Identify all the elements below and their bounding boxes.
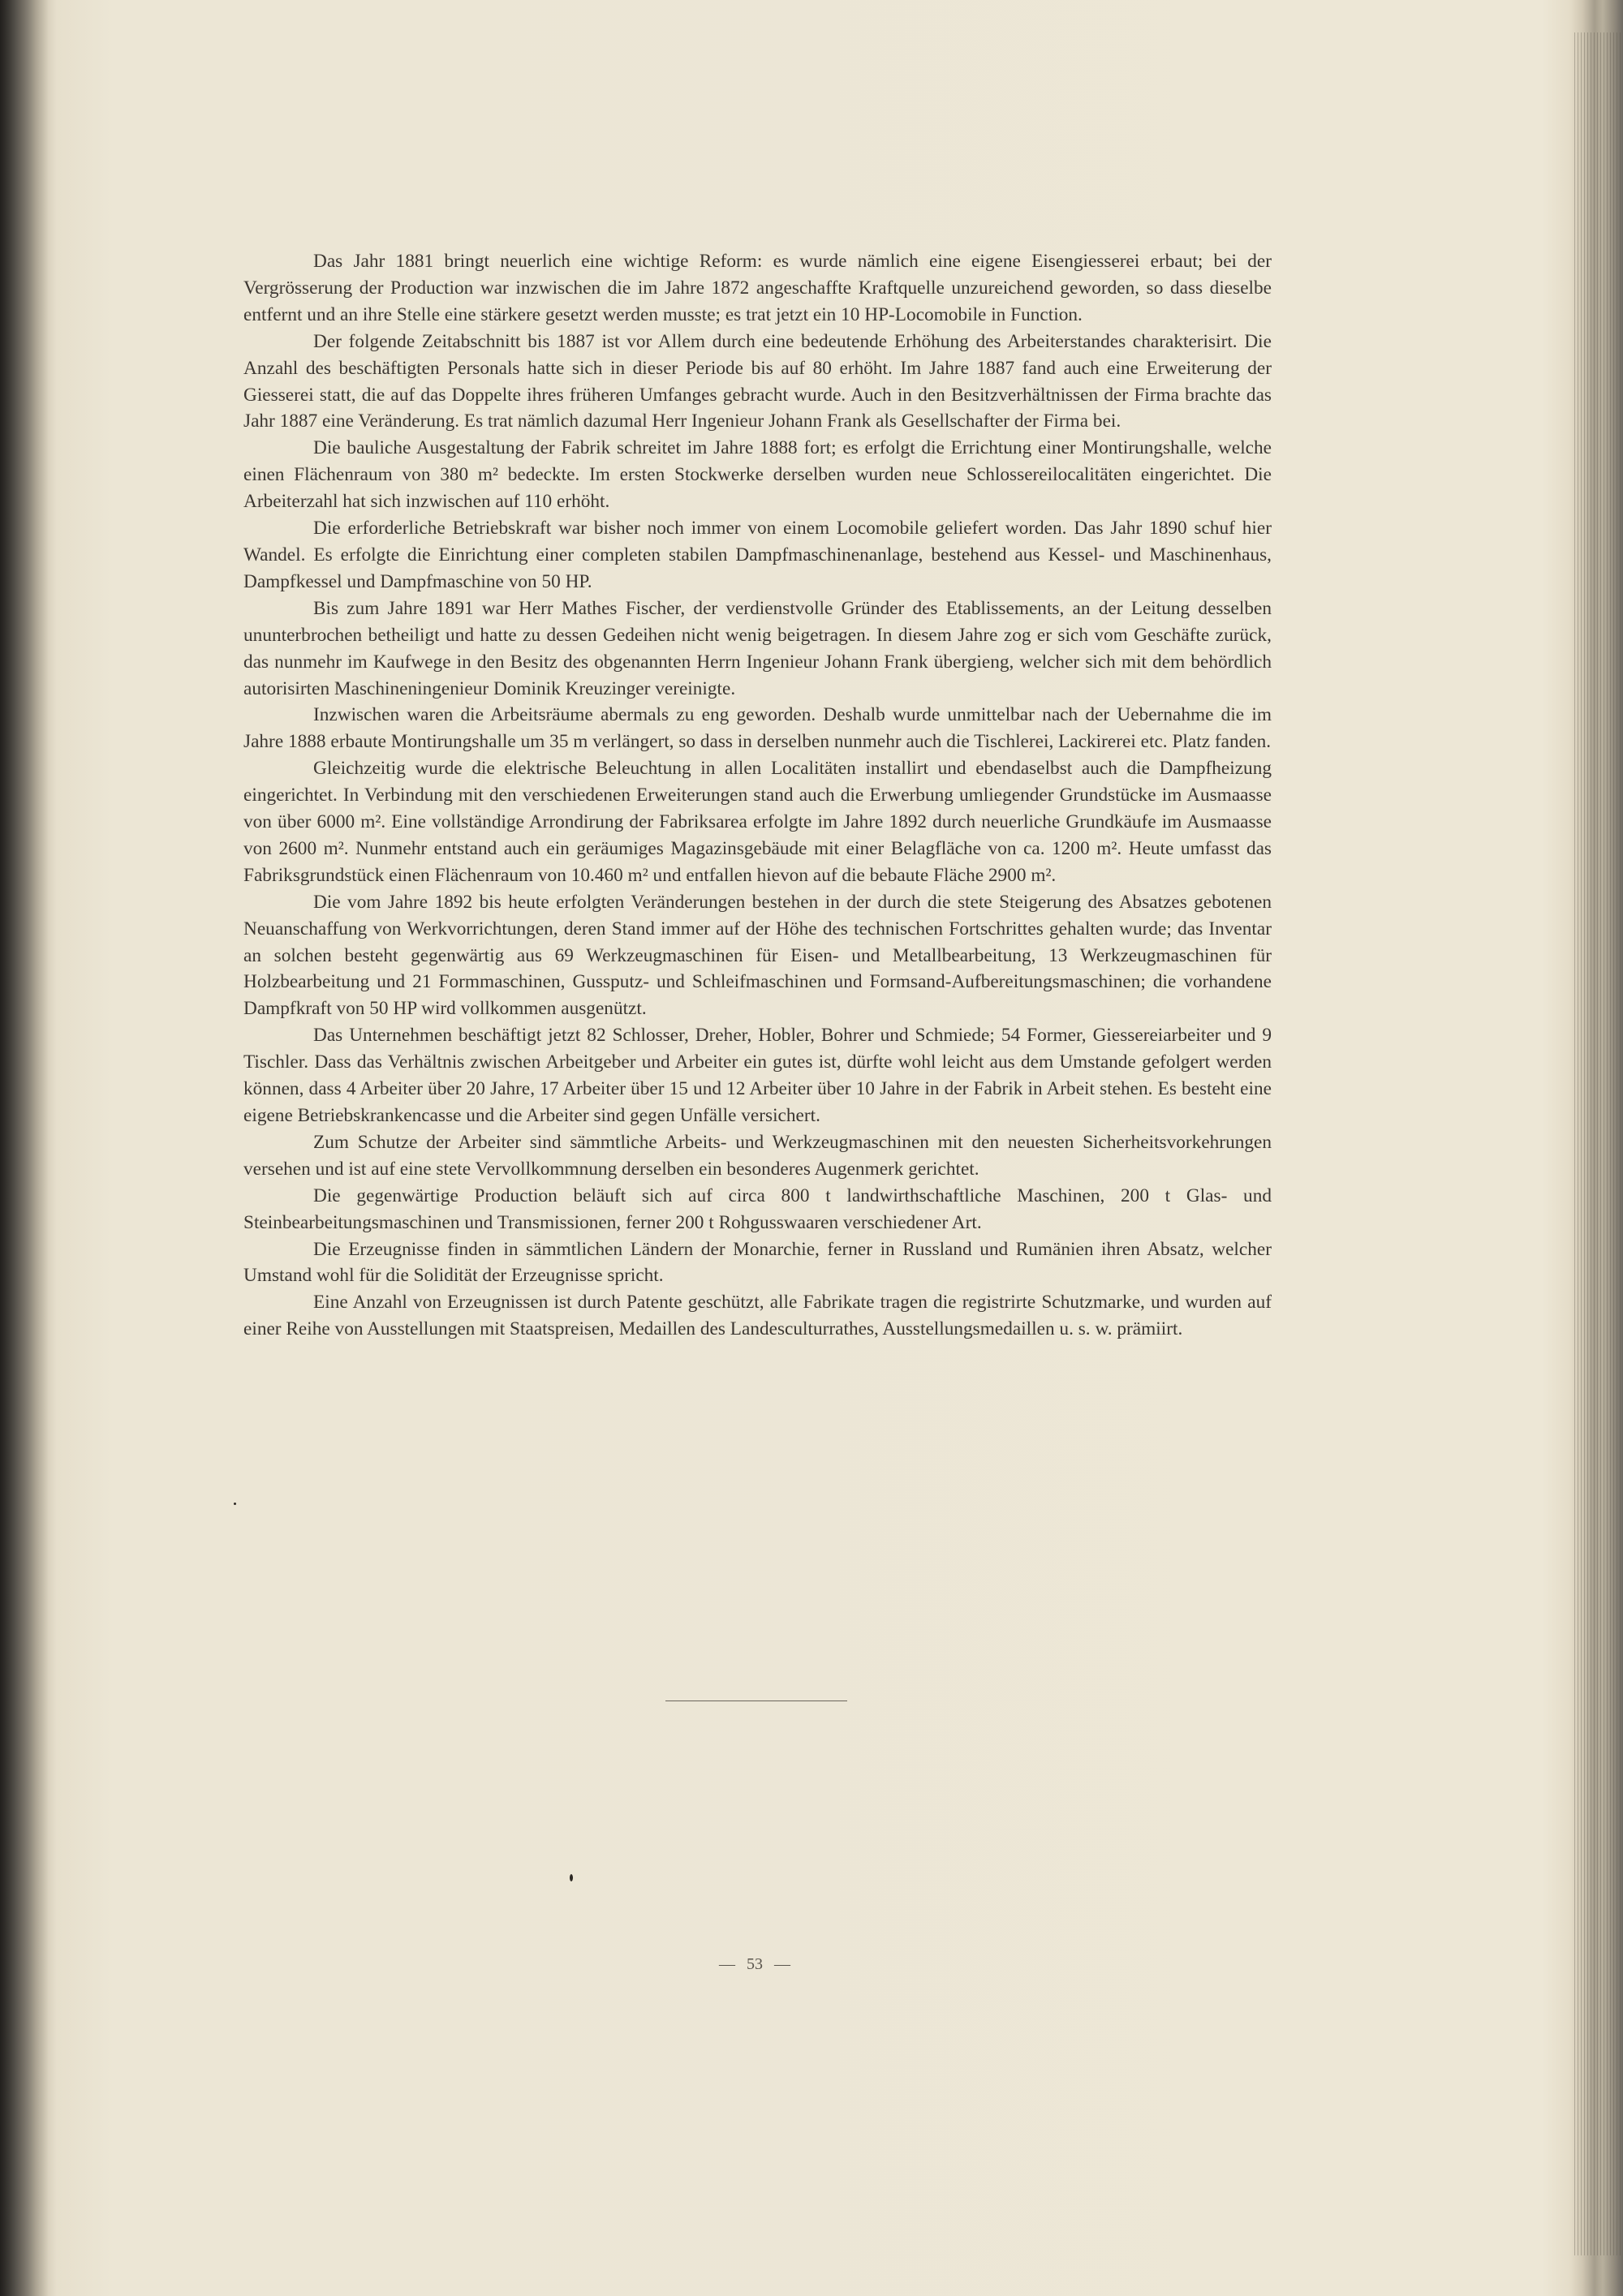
body-text — [243, 248, 1272, 1343]
paragraph: Zum Schutze der Arbeiter sind sämmtliche Arbeits- und Werkzeugmaschinen mit den neuesten Sicherheitsvorkehrungen versehen und ist auf eine stete Vervollkommnung derselben ein besonderes Augenmerk gerichtet. — [243, 1131, 1272, 1180]
ink-speck — [234, 1503, 236, 1505]
paragraph: Eine Anzahl von Erzeugnissen ist durch Patente geschützt, alle Fabrikate tragen die registrirte Schutzmarke, und wurden auf einer Reihe von Ausstellungen mit Staatspreisen, Medaillen des Landesculturrathes, Ausstellungsmedaillen u. s. w. prämiirt. — [243, 1292, 1272, 1340]
paragraph: Die erforderliche Betriebskraft war bisher noch immer von einem Locomobile geliefert worden. Das Jahr 1890 schuf hier Wandel. Es erfolgte die Einrichtung einer completen stabilen Dampfmaschinenanlage, bestehend aus Kessel- und Maschinenhaus, Dampfkessel und Dampfmaschine von 50 HP. — [243, 518, 1272, 592]
paragraph: Das Jahr 1881 bringt neuerlich eine wichtige Reform: es wurde nämlich eine eigene Eisengiesserei erbaut; bei der Vergrösserung der Production war inzwischen die im Jahre 1872 angeschaffte Kraftquelle unzureichend geworden, so dass dieselbe entfernt und an ihre Stelle eine stärkere gesetzt werden musste; es trat jetzt ein 10 HP-Locomobile in Function. — [243, 251, 1272, 325]
page-number-dash-right: — — [774, 1955, 790, 1973]
page-edge-stack — [1574, 32, 1623, 2255]
paragraph: Inzwischen waren die Arbeitsräume abermals zu eng geworden. Deshalb wurde unmittelbar nach der Uebernahme die im Jahre 1888 erbaute Montirungshalle um 35 m verlängert, so dass in derselben nunmehr auch die Tischlerei, Lackirerei etc. Platz fanden. — [243, 704, 1272, 753]
paragraph: Gleichzeitig wurde die elektrische Beleuchtung in allen Localitäten installirt und ebendaselbst auch die Dampfheizung eingerichtet. In Verbindung mit den verschiedenen Erweiterungen stand auch die Erwerbung umliegender Grundstücke im Ausmaasse von über 6000 m². Eine vollständige Arrondirung der Fabriksarea erfolgte im Jahre 1892 durch neuerliche Grundkäufe im Ausmaasse von 2600 m². Nunmehr entstand auch ein geräumiges Magazinsgebäude mit einer Belagfläche von ca. 1200 m². Heute umfasst das Fabriksgrundstück einen Flächenraum von 10.460 m² und entfallen hievon auf die bebaute Fläche 2900 m². — [243, 758, 1272, 886]
ink-speck — [570, 1874, 573, 1881]
paragraph: Bis zum Jahre 1891 war Herr Mathes Fischer, der verdienstvolle Gründer des Etablissements, an der Leitung desselben ununterbrochen betheiligt und hatte zu dessen Gedeihen nicht wenig beigetragen. In diesem Jahre zog er sich vom Geschäfte zurück, das nunmehr im Kaufwege in den Besitz des obgenannten Herrn Ingenieur Johann Frank übergieng, welcher sich mit dem behördlich autorisirten Maschineningenieur Dominik Kreuzinger vereinigte. — [243, 597, 1272, 699]
binding-gutter-shadow — [0, 0, 49, 2296]
paragraph: Der folgende Zeitabschnitt bis 1887 ist vor Allem durch eine bedeutende Erhöhung des Arbeiterstandes charakterisirt. Die Anzahl des beschäftigten Personals hatte sich in dieser Periode bis auf 80 erhöht. Im Jahre 1887 fand auch eine Erweiterung der Giesserei statt, die auf das Doppelte ihres früheren Umfanges gebracht wurde. Auch in den Besitzverhältnissen der Firma brachte das Jahr 1887 eine Veränderung. Es trat nämlich dazumal Herr Ingenieur Johann Frank als Gesellschafter der Firma bei. — [243, 330, 1272, 432]
page-number-dash-left: — — [719, 1955, 735, 1973]
paragraph: Die gegenwärtige Production beläuft sich auf circa 800 t landwirthschaftliche Maschinen, 200 t Glas- und Steinbearbeitungsmaschinen und Transmissionen, ferner 200 t Rohgusswaaren verschiedener Art. — [243, 1185, 1272, 1233]
paragraph: Die Erzeugnisse finden in sämmtlichen Ländern der Monarchie, ferner in Russland und Rumänien ihren Absatz, welcher Umstand wohl für die Solidität der Erzeugnisse spricht. — [243, 1238, 1272, 1287]
page-number — [674, 1955, 836, 1974]
paragraph: Die vom Jahre 1892 bis heute erfolgten Veränderungen bestehen in der durch die stete Steigerung des Absatzes gebotenen Neuanschaffung von Werkvorrichtungen, deren Stand immer auf der Höhe des technischen Fortschrittes gehalten wurde; das Inventar an solchen besteht gegenwärtig aus 69 Werkzeugmaschinen für Eisen- und Metallbearbeitung, 13 Werkzeugmaschinen für Holzbearbeitung und 21 Formmaschinen, Gussputz- und Schleifmaschinen und Formsand-Aufbereitungsmaschinen; die vorhandene Dampfkraft von 50 HP wird vollkommen ausgenützt. — [243, 891, 1272, 1020]
paragraph: Das Unternehmen beschäftigt jetzt 82 Schlosser, Dreher, Hobler, Bohrer und Schmiede; 54 Former, Giessereiarbeiter und 9 Tischler. Dass das Verhältnis zwischen Arbeitgeber und Arbeiter ein gutes ist, dürfte wohl leicht aus dem Umstande gefolgert werden können, dass 4 Arbeiter über 20 Jahre, 17 Arbeiter über 15 und 12 Arbeiter über 10 Jahre in der Fabrik in Arbeit stehen. Es besteht eine eigene Betriebskrankencasse und die Arbeiter sind gegen Unfälle versichert. — [243, 1025, 1272, 1126]
page-number-value: 53 — [747, 1955, 763, 1973]
paragraph: Die bauliche Ausgestaltung der Fabrik schreitet im Jahre 1888 fort; es erfolgt die Errichtung einer Montirungshalle, welche einen Flächenraum von 380 m² bedeckte. Im ersten Stockwerke derselben wurden neue Schlossereilocalitäten eingerichtet. Die Arbeiterzahl hat sich inzwischen auf 110 erhöht. — [243, 437, 1272, 513]
